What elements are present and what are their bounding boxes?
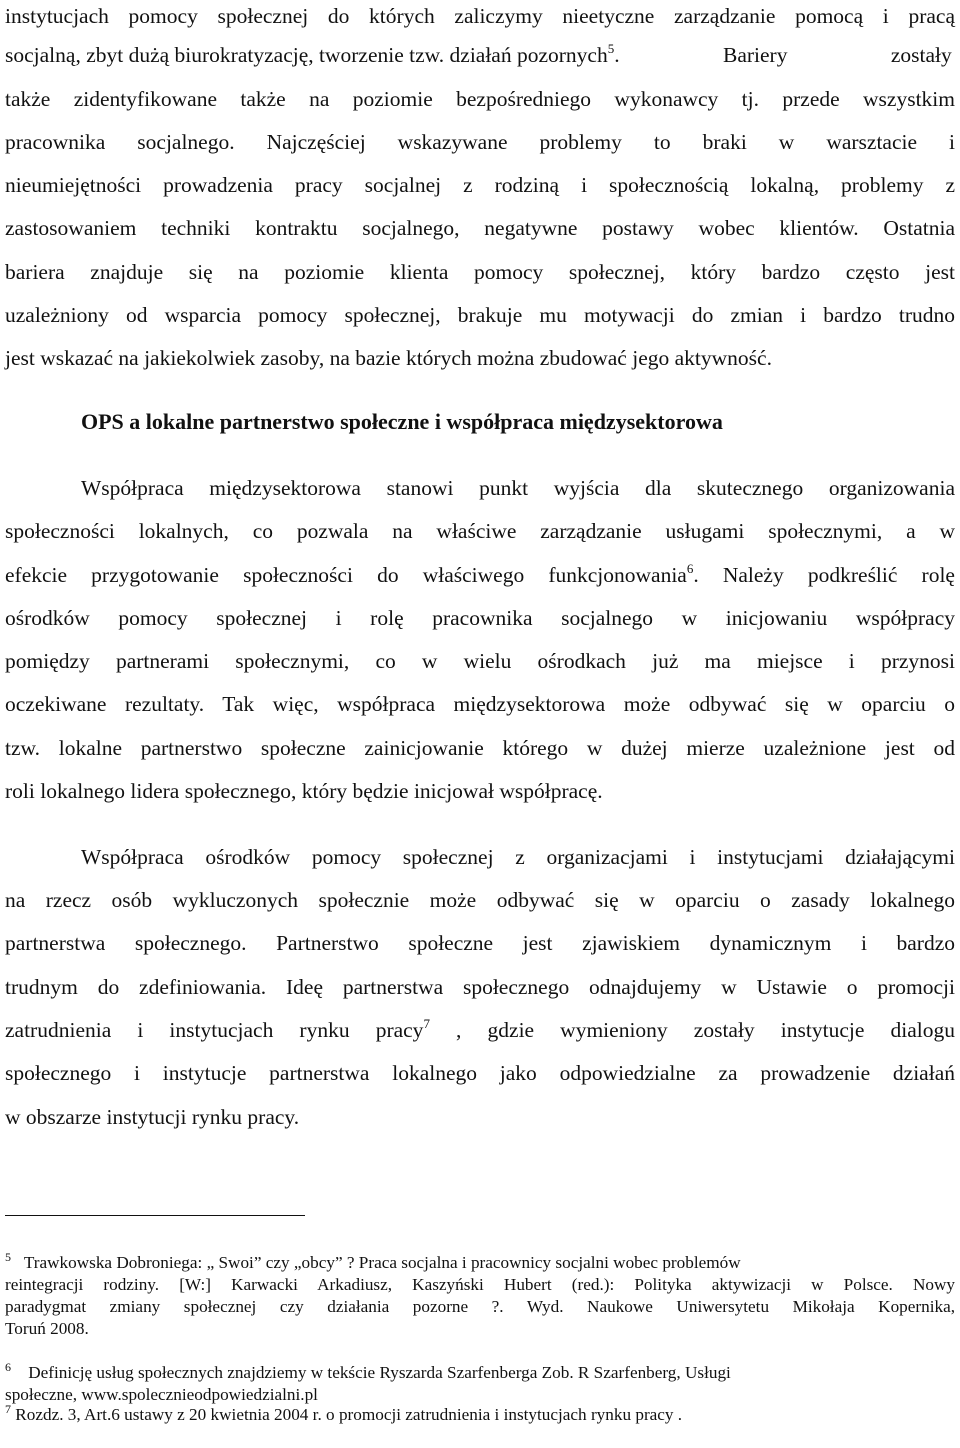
text-line: Współpraca międzysektorowa stanowi punkt wyjścia dla skutecznego organizowania <box>81 476 955 500</box>
text-line: społecznego i instytucje partnerstwa lokalnego jako odpowiedzialne za prowadzenie działań <box>5 1061 955 1085</box>
text-line: paradygmat zmiany społecznej czy działania pozorne ?. Wyd. Naukowe Uniwersytetu Mikołaja Kopernika, <box>5 1297 955 1316</box>
text-line: także zidentyfikowane także na poziomie bezpośredniego wykonawcy tj. przede wszystkim <box>5 87 955 111</box>
text-line: ośrodków pomocy społecznej i rolę pracownika socjalnego w inicjowaniu współpracy <box>5 606 955 630</box>
text-line: pomiędzy partnerami społecznymi, co w wielu ośrodkach już ma miejsce i przynosi <box>5 649 955 673</box>
text-line: społeczności lokalnych, co pozwala na właściwe zarządzanie usługami społecznymi, a w <box>5 519 955 543</box>
text-line: trudnym do zdefiniowania. Ideę partnerstwa społecznego odnajdujemy w Ustawie o promocji <box>5 975 955 999</box>
text-line: socjalną, zbyt dużą biurokratyzację, tworzenie tzw. działań pozornych$^5$. Bariery zostały <box>5 41 952 67</box>
text-line <box>5 1384 955 1406</box>
footnote-number: 7 <box>5 1402 11 1416</box>
text-line: Toruń 2008. <box>5 1319 89 1338</box>
text-line: zatrudnienia i instytucjach rynku pracy$^7$ , gdzie wymieniony zostały instytucje dialogu <box>5 1016 955 1042</box>
text-line: oczekiwane rezultaty. Tak więc, współpraca międzysektorowa może odbywać się w oparciu o <box>5 692 955 716</box>
text-line: partnerstwa społecznego. Partnerstwo społeczne jest zjawiskiem dynamicznym i bardzo <box>5 931 955 955</box>
text-line: zastosowaniem techniki kontraktu socjalnego, negatywne postawy wobec klientów. Ostatnia <box>5 216 955 240</box>
document-page <box>5 0 955 1448</box>
text-line: na rzecz osób wykluczonych społecznie może odbywać się w oparciu o zasady lokalnego <box>5 888 955 912</box>
footnote-ref-5: 5 <box>607 41 615 56</box>
section-heading: OPS a lokalne partnerstwo społeczne i współpraca międzysektorowa <box>81 409 723 434</box>
text-line: w obszarze instytucji rynku pracy. <box>5 1105 300 1129</box>
text-line: reintegracji rodziny. [W:] Karwacki Arkadiusz, Kaszyński Hubert (red.): Polityka aktywizacji w Polsce. Nowy <box>5 1275 955 1294</box>
footnote-link-text: społeczne, www.spolecznieodpowiedzialni.pl <box>5 1385 318 1404</box>
footnote-5: $^5$ Trawkowska Dobroniega: „ Swoi” czy „obcy” ? Praca socjalna i pracownicy socjalni wobec problemów <box>5 1250 741 1272</box>
footnote-7: $^7$ Rozdz. 3, Art.6 ustawy z 20 kwietnia 2004 r. o promocji zatrudnienia i instytucjach rynku pracy . <box>5 1402 683 1424</box>
text-line: efekcie przygotowanie społeczności do właściwego funkcjonowania$^6$. Należy podkreślić rolę <box>5 561 955 587</box>
text-line: uzależniony od wsparcia pomocy społecznej, brakuje mu motywacji do zmian i bardzo trudno <box>5 303 955 327</box>
text-line: pracownika socjalnego. Najczęściej wskazywane problemy to braki w warsztacie i <box>5 130 955 154</box>
text-line: instytucjach pomocy społecznej do których zaliczymy nieetyczne zarządzanie pomocą i pracą <box>5 4 955 28</box>
text-line: nieumiejętności prowadzenia pracy socjalnej z rodziną i społecznością lokalną, problemy z <box>5 173 955 197</box>
text-line: roli lokalnego lidera społecznego, który będzie inicjował współpracę. <box>5 779 603 803</box>
footnote-ref-7: 7 <box>423 1016 430 1031</box>
text-line: tzw. lokalne partnerstwo społeczne zainicjowanie którego w dużej mierze uzależnione jest od <box>5 736 955 760</box>
footnote-6: $^6$ Definicję usług społecznych znajdziemy w tekście Ryszarda Szarfenberga Zob. R Szarfenberg, Usługi <box>5 1360 731 1382</box>
footnote-number: 5 <box>5 1250 11 1264</box>
text-line: Współpraca ośrodków pomocy społecznej z organizacjami i instytucjami działającymi <box>81 845 955 869</box>
footnote-number: 6 <box>5 1360 11 1374</box>
footnote-separator <box>5 1215 305 1216</box>
footnote-ref-6: 6 <box>686 561 694 576</box>
text-line: jest wskazać na jakiekolwiek zasoby, na bazie których można zbudować jego aktywność. <box>5 346 772 370</box>
text-line: bariera znajduje się na poziomie klienta pomocy społecznej, który bardzo często jest <box>5 260 955 284</box>
